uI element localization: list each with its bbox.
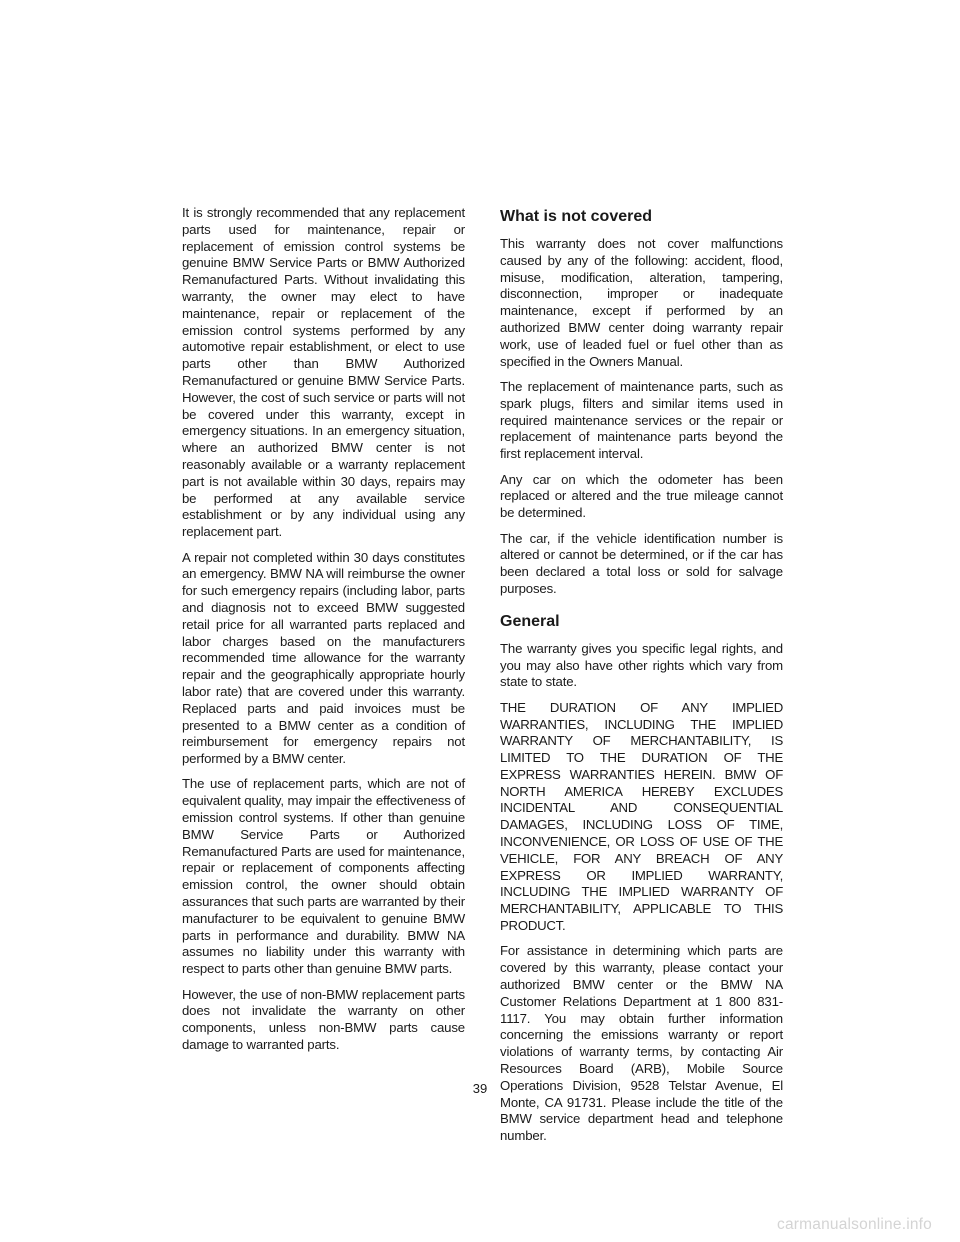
- paragraph-legal-rights: The warranty gives you specific legal rights, and you may also have other rights which vary from state to state.: [500, 640, 783, 690]
- paragraph-assistance: For assistance in determining which parts are covered by this warranty, please contact your authorized BMW center or the BMW NA Customer Relations Department at 1 800 831-1117. You may obtain further information concerning the emissions warranty or report violations of warranty terms, by contacting Air Resources Board (ARB), Mobile Source Operations Division, 9528 Telstar Avenue, El Monte, CA 91731. Please include the title of the BMW service department head and telephone number.: [500, 943, 783, 1144]
- section-heading-not-covered: What is not covered: [500, 208, 653, 225]
- page-number: 39: [472, 1081, 488, 1096]
- paragraph-vin: The car, if the vehicle identification number is altered or cannot be determined, or if the car has been declared a total loss or sold for salvage purposes.: [500, 530, 783, 596]
- watermark: carmanualsonline.info: [777, 1216, 932, 1233]
- paragraph-implied-warranties: THE DURATION OF ANY IMPLIED WARRANTIES, INCLUDING THE IMPLIED WARRANTY OF MERCHANTABILITY, IS LIMITED TO THE DURATION OF THE EXPRESS WARRANTIES HEREIN. BMW OF NORTH AMERICA HEREBY EXCLUDES INCIDENTAL AND CONSEQUENTIAL DAMAGES, INCLUDING LOSS OF TIME, INCONVENIENCE, OR LOSS OF USE OF THE VEHICLE, FOR ANY BREACH OF ANY EXPRESS OR IMPLIED WARRANTY, INCLUDING THE IMPLIED WARRANTY OF MERCHANTABILITY, APPLICABLE TO THIS PRODUCT.: [500, 699, 783, 934]
- section-heading-general: General: [500, 612, 560, 630]
- paragraph-odometer: Any car on which the odometer has been replaced or altered and the true mileage cannot be determined.: [500, 471, 783, 521]
- paragraph-replacement-parts: It is strongly recommended that any replacement parts used for maintenance, repair or replacement of emission control systems be genuine BMW Service Parts or BMW Authorized Remanufactured Parts. Without invalidating this warranty, the owner may elect to have maintenance, repair or replacement of the emission control systems performed by any automotive repair establishment, or elect to use parts other than BMW Authorized Remanufactured or genuine BMW Service Parts. However, the cost of such service or parts will not be covered under this warranty, except in emergency situations. In an emergency situation, where an authorized BMW center is not reasonably available or a warranty replacement part is not available within 30 days, repairs may be performed at any available service establishment or by any individual using any replacement part.: [182, 205, 465, 540]
- paragraph-maintenance-parts: The replacement of maintenance parts, such as spark plugs, filters and similar items used in required maintenance services or the repair or replacement of maintenance parts beyond the first replacement interval.: [500, 378, 783, 462]
- paragraph-malfunctions: This warranty does not cover malfunctions caused by any of the following: accident, flood, misuse, modification, alteration, tampering, disconnection, improper or inadequate maintenance, except if performed by an authorized BMW center doing warranty repair work, use of leaded fuel or fuel other than as specified in the Owners Manual.: [500, 236, 783, 369]
- left-column: [182, 205, 465, 1062]
- paragraph-non-bmw-parts: However, the use of non-BMW replacement parts does not invalidate the warranty on other components, unless non-BMW parts cause damage to warranted parts.: [182, 986, 465, 1053]
- paragraph-emergency-repair: A repair not completed within 30 days constitutes an emergency. BMW NA will reimburse the owner for such emergency repairs (including labor, parts and diagnosis not to exceed BMW suggested retail price for all warranted parts replaced and labor charges based on the manufacturers recommended time allowance for the warranty repair and the geographically appropriate hourly labor rate) that are covered under this warranty. Replaced parts and paid invoices must be presented to a BMW center as a condition of reimbursement for emergency repairs not performed by a BMW center.: [182, 549, 465, 767]
- right-column: [500, 207, 783, 1154]
- paragraph-equivalent-quality: The use of replacement parts, which are not of equivalent quality, may impair the effectiveness of emission control systems. If other than genuine BMW Service Parts or Authorized Remanufactured Parts are used for maintenance, repair or replacement of components affecting emission control, the owner should obtain assurances that such parts are warranted by their manufacturer to be equivalent to genuine BMW parts in performance and durability. BMW NA assumes no liability under this warranty with respect to parts other than genuine BMW parts.: [182, 776, 465, 977]
